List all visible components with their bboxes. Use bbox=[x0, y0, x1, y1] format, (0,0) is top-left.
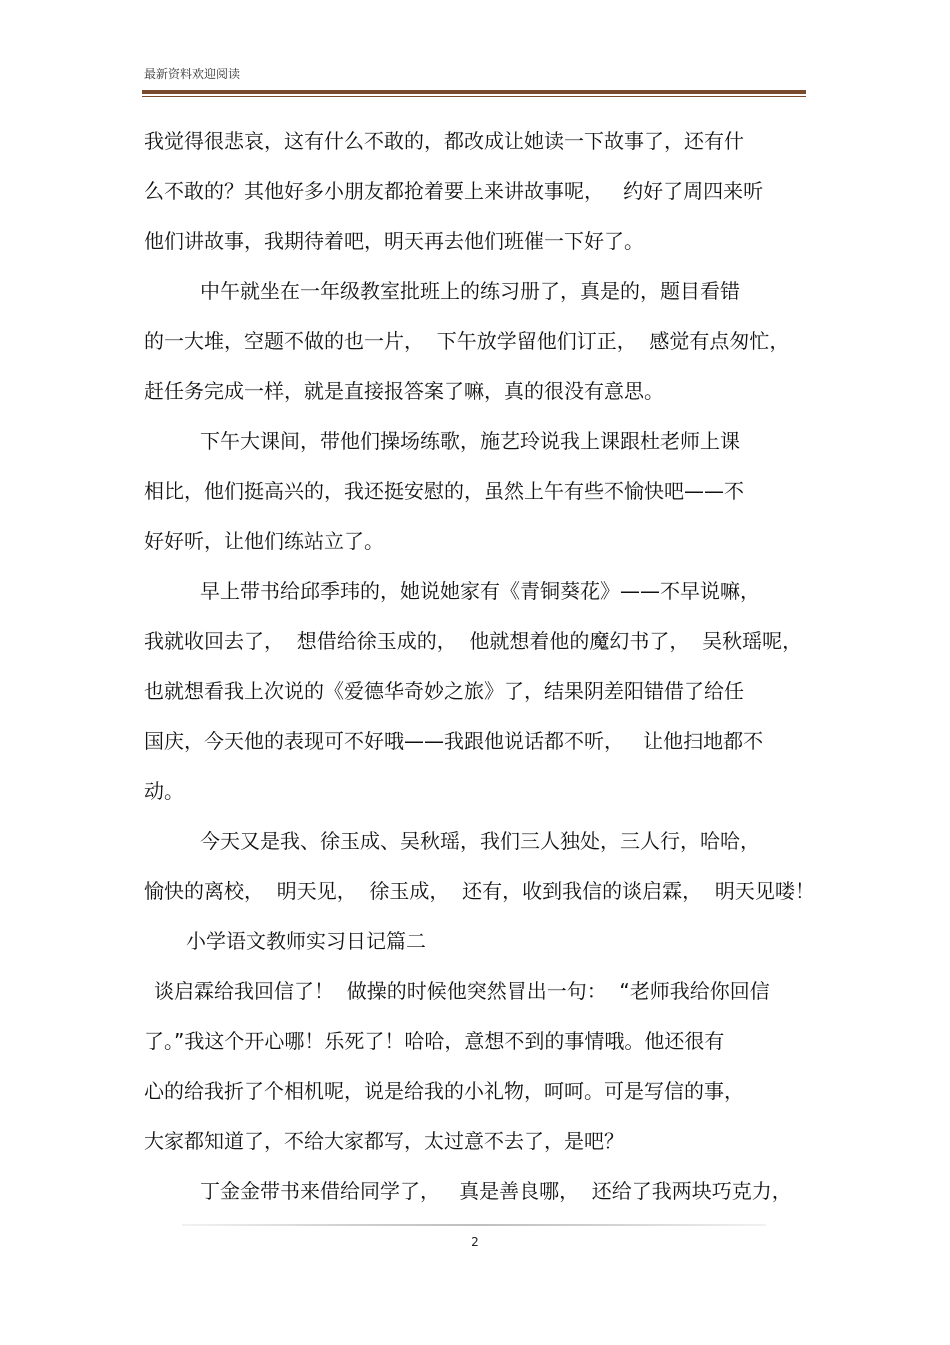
text-line: 么不敢的？其他好多小朋友都抢着要上来讲故事呢， 约好了周四来听 bbox=[144, 179, 764, 203]
page-number: 2 bbox=[471, 1235, 479, 1249]
text-line: 的一大堆，空题不做的也一片， 下午放学留他们订正， 感觉有点匆忙， bbox=[144, 329, 790, 353]
text-line: 谈启霖给我回信了！ 做操的时候他突然冒出一句： “老师我给你回信 bbox=[154, 979, 770, 1003]
header-rule-thin bbox=[142, 96, 806, 97]
text-line: 相比，他们挺高兴的，我还挺安慰的，虽然上午有些不愉快吧——不 bbox=[144, 479, 744, 503]
text-line: 我就收回去了， 想借给徐玉成的， 他就想着他的魔幻书了， 吴秋瑶呢， bbox=[144, 629, 803, 653]
text-line: 赶任务完成一样，就是直接报答案了嘛，真的很没有意思。 bbox=[144, 379, 664, 403]
text-line: 我觉得很悲哀，这有什么不敢的，都改成让她读一下故事了，还有什 bbox=[144, 129, 744, 153]
text-line: 心的给我折了个相机呢，说是给我的小礼物，呵呵。可是写信的事， bbox=[144, 1079, 744, 1103]
text-line: 下午大课间，带他们操场练歌，施艺玲说我上课跟杜老师上课 bbox=[200, 429, 740, 453]
text-line: 愉快的离校， 明天见， 徐玉成， 还有，收到我信的谈启霖， 明天见喽！ bbox=[144, 879, 815, 903]
running-header: 最新资料欢迎阅读 bbox=[144, 67, 241, 81]
header-rule-thick bbox=[142, 90, 806, 94]
text-line: 中午就坐在一年级教室批班上的练习册了，真是的，题目看错 bbox=[200, 279, 740, 303]
text-line: 丁金金带书来借给同学了， 真是善良哪， 还给了我两块巧克力， bbox=[200, 1179, 792, 1203]
text-line: 动。 bbox=[144, 779, 184, 803]
text-line: 早上带书给邱季玮的，她说她家有《青铜葵花》——不早说嘛， bbox=[200, 579, 760, 603]
text-line: 他们讲故事，我期待着吧，明天再去他们班催一下好了。 bbox=[144, 229, 644, 253]
footer-rule bbox=[182, 1224, 766, 1226]
text-line: 国庆，今天他的表现可不好哦——我跟他说话都不听， 让他扫地都不 bbox=[144, 729, 764, 753]
section-title: 小学语文教师实习日记篇二 bbox=[186, 929, 426, 953]
text-line: 了。”我这个开心哪！乐死了！哈哈，意想不到的事情哦。他还很有 bbox=[144, 1029, 725, 1053]
text-line: 今天又是我、徐玉成、吴秋瑶，我们三人独处，三人行，哈哈， bbox=[200, 829, 760, 853]
text-line: 大家都知道了，不给大家都写，太过意不去了，是吧？ bbox=[144, 1129, 624, 1153]
text-line: 也就想看我上次说的《爱德华奇妙之旅》了，结果阴差阳错借了给任 bbox=[144, 679, 744, 703]
text-line: 好好听，让他们练站立了。 bbox=[144, 529, 384, 553]
